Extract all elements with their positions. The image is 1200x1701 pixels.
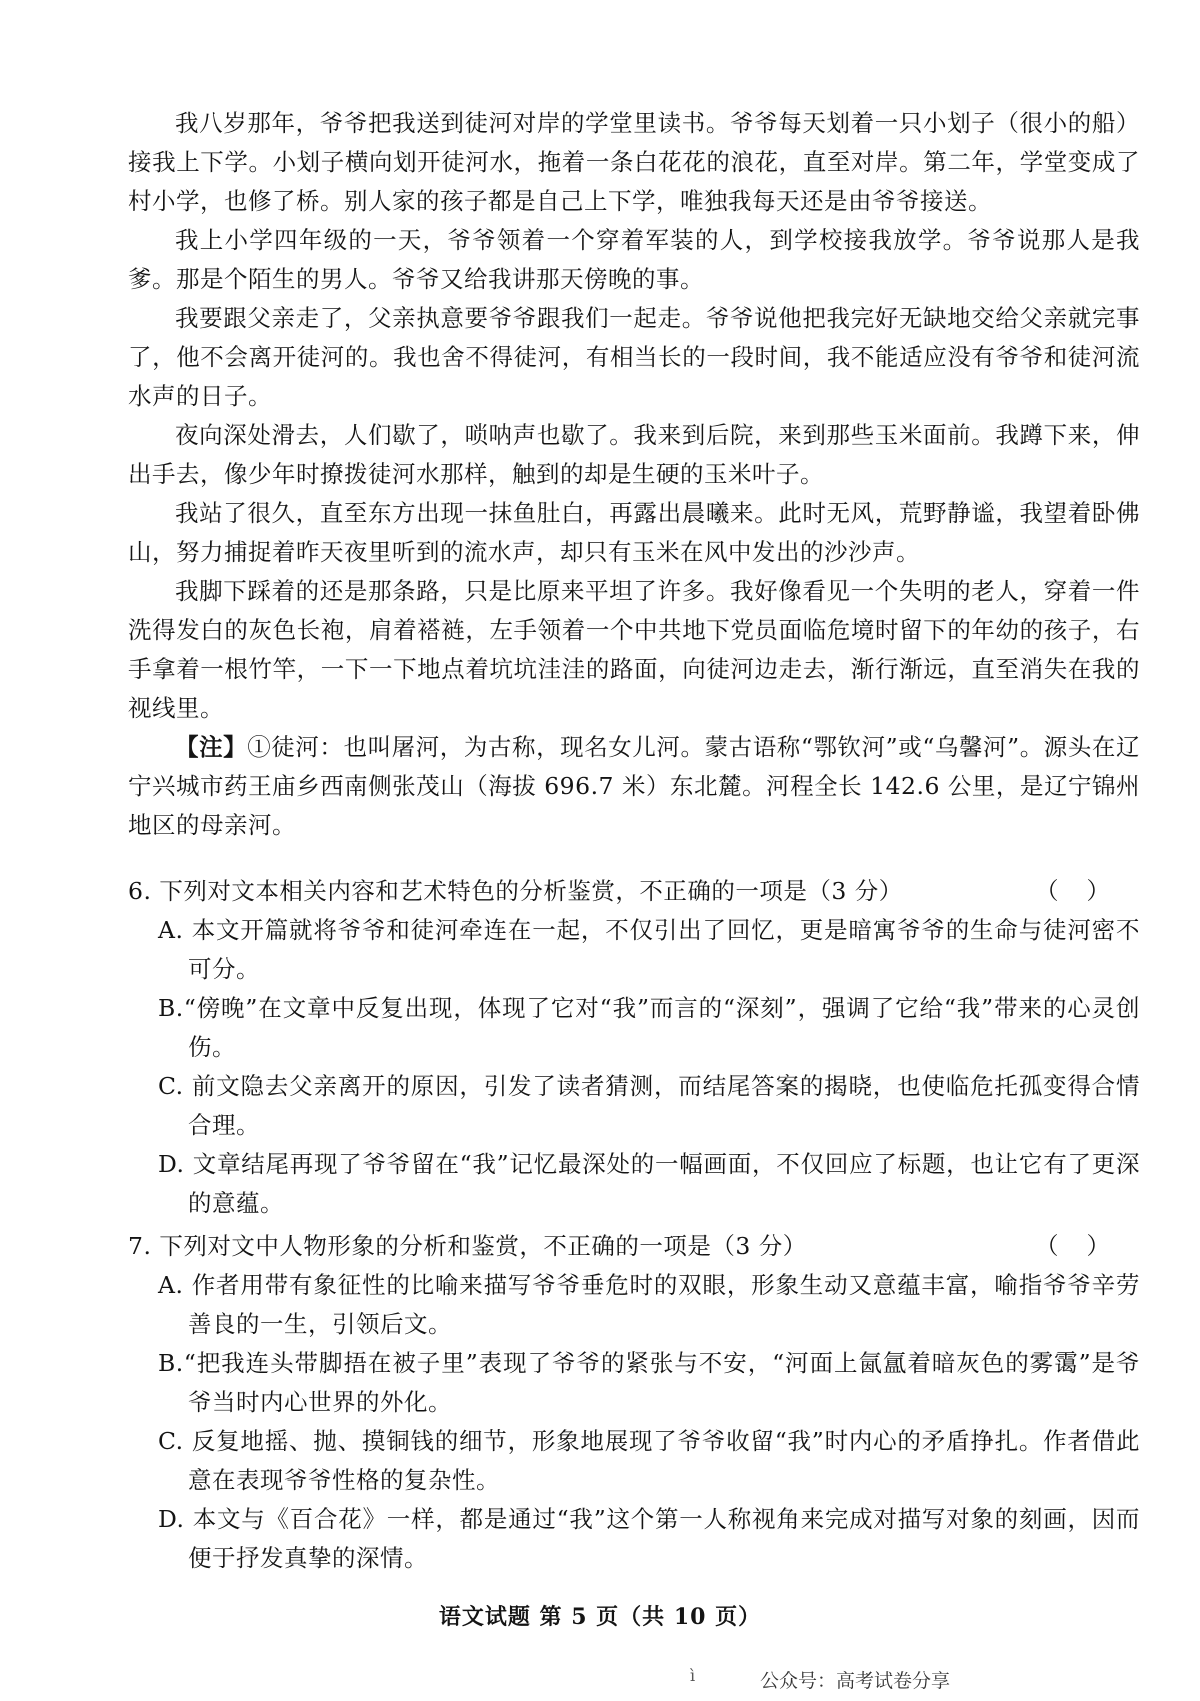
question-list [128, 872, 1140, 1582]
note-text: ①徒河：也叫屠河，为古称，现名女儿河。蒙古语称“鄂钦河”或“乌馨河”。源头在辽宁兴城市药王庙乡西南侧张茂山（海拔 696.7 米）东北麓。河程全长 142.6 公里，是辽宁锦州地区的母亲河。 [128, 733, 1140, 839]
question-stem [128, 872, 1140, 911]
page-footer: 语文试题 第 5 页（共 10 页） [438, 1604, 762, 1630]
option-d: D. 文章结尾再现了爷爷留在“我”记忆最深处的一幅画面，不仅回应了标题，也让它有了更深的意蕴。 [158, 1150, 1140, 1217]
corner-mark: ì [690, 1666, 696, 1685]
passage-paragraph-5: 我站了很久，直至东方出现一抹鱼肚白，再露出晨曦来。此时无风，荒野静谧，我望着卧佛山，努力捕捉着昨天夜里听到的流水声，却只有玉米在风中发出的沙沙声。 [128, 499, 1140, 566]
option-b: B.“傍晚”在文章中反复出现，体现了它对“我”而言的“深刻”，强调了它给“我”带来的心灵创伤。 [158, 994, 1140, 1061]
passage-paragraph-6: 我脚下踩着的还是那条路，只是比原来平坦了许多。我好像看见一个失明的老人，穿着一件洗得发白的灰色长袍，肩着褡裢，左手领着一个中共地下党员面临危境时留下的年幼的孩子，右手拿着一根竹竿，一下一下地点着坑坑洼洼的路面，向徒河边走去，渐行渐远，直至消失在我的视线里。 [128, 577, 1140, 722]
answer-bracket: （） [1035, 877, 1138, 905]
question-stem [128, 1227, 1140, 1266]
question-6 [128, 872, 1140, 1223]
passage-paragraph-1: 我八岁那年，爷爷把我送到徒河对岸的学堂里读书。爷爷每天划着一只小划子（很小的船）接我上下学。小划子横向划开徒河水，拖着一条白花花的浪花，直至对岸。第二年，学堂变成了村小学，也修了桥。别人家的孩子都是自己上下学，唯独我每天还是由爷爷接送。 [128, 109, 1140, 215]
passage-note [128, 728, 1140, 845]
option-a: A. 本文开篇就将爷爷和徒河牵连在一起，不仅引出了回忆，更是暗寓爷爷的生命与徒河密不可分。 [158, 916, 1140, 983]
note-tag: 【注】 [175, 733, 248, 761]
question-stem-text: 7. 下列对文中人物形象的分析和鉴赏，不正确的一项是（3 分） [128, 1232, 807, 1260]
option-c: C. 前文隐去父亲离开的原因，引发了读者猜测，而结尾答案的揭晓，也使临危托孤变得合情合理。 [158, 1072, 1140, 1139]
passage-paragraph-3: 我要跟父亲走了，父亲执意要爷爷跟我们一起走。爷爷说他把我完好无缺地交给父亲就完事了，他不会离开徒河的。我也舍不得徒河，有相当长的一段时间，我不能适应没有爷爷和徒河流水声的日子。 [128, 304, 1140, 410]
option-d: D. 本文与《百合花》一样，都是通过“我”这个第一人称视角来完成对描写对象的刻画，因而便于抒发真挚的深情。 [158, 1505, 1140, 1572]
passage-paragraph-2: 我上小学四年级的一天，爷爷领着一个穿着军装的人，到学校接我放学。爷爷说那人是我爹。那是个陌生的男人。爷爷又给我讲那天傍晚的事。 [128, 226, 1140, 293]
option-c: C. 反复地摇、抛、摸铜钱的细节，形象地展现了爷爷收留“我”时内心的矛盾挣扎。作者借此意在表现爷爷性格的复杂性。 [158, 1427, 1140, 1494]
option-a: A. 作者用带有象征性的比喻来描写爷爷垂危时的双眼，形象生动又意蕴丰富，喻指爷爷辛劳善良的一生，引领后文。 [158, 1271, 1140, 1338]
answer-bracket: （） [1035, 1232, 1138, 1260]
question-7 [128, 1227, 1140, 1578]
watermark: 公众号：高考试卷分享 [760, 1670, 951, 1692]
reading-passage [128, 104, 1140, 845]
question-stem-text: 6. 下列对文本相关内容和艺术特色的分析鉴赏，不正确的一项是（3 分） [128, 877, 903, 905]
option-b: B.“把我连头带脚捂在被子里”表现了爷爷的紧张与不安，“河面上氤氲着暗灰色的雾霭”是爷爷当时内心世界的外化。 [158, 1349, 1140, 1416]
passage-paragraph-4: 夜向深处滑去，人们歇了，唢呐声也歇了。我来到后院，来到那些玉米面前。我蹲下来，伸出手去，像少年时撩拨徒河水那样，触到的却是生硬的玉米叶子。 [128, 421, 1140, 488]
